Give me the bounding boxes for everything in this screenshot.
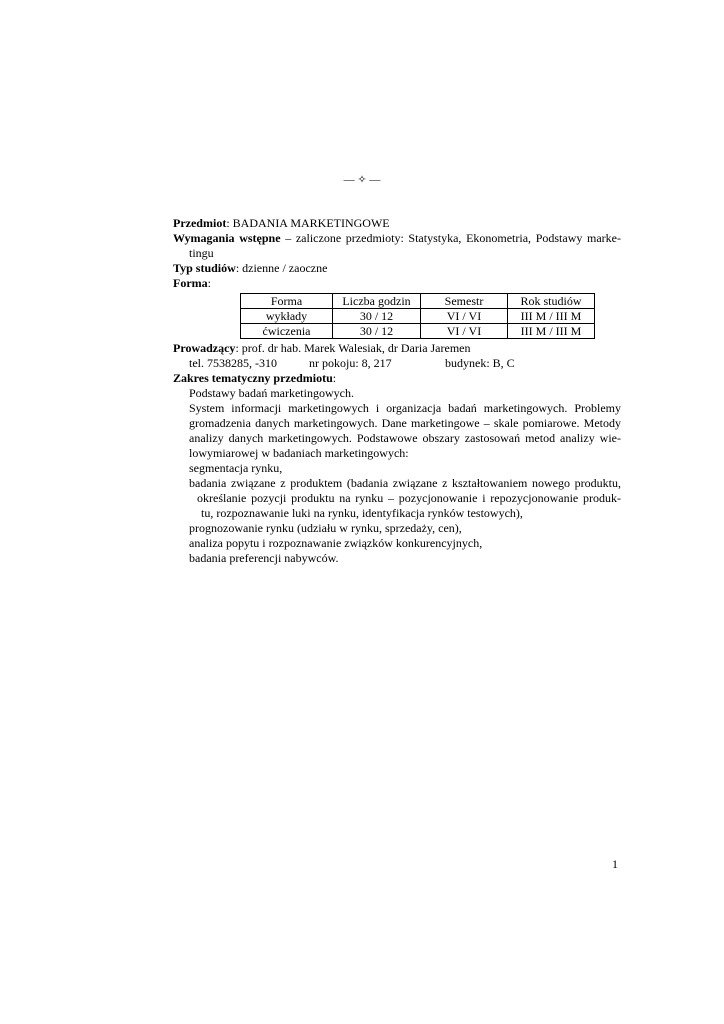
scope-colon: :	[332, 371, 337, 385]
table-cell: 30 / 12	[333, 324, 421, 339]
list-item: badania preferencji nabywców.	[189, 551, 339, 565]
lecturer-label: Prowadzący	[173, 341, 236, 355]
list-item: segmentacja rynku,	[189, 461, 283, 475]
body-line: lowymiarowej w badaniach marketingowych:	[189, 446, 409, 460]
prerequisites-line	[173, 231, 621, 246]
page-number: 1	[612, 857, 618, 871]
table-cell: III M / III M	[508, 324, 595, 339]
table-row	[241, 309, 595, 324]
lecturer-line	[173, 341, 621, 356]
study-type-value: : dzienne / zaoczne	[235, 261, 328, 275]
phone-number: tel. 7538285, -310	[189, 356, 277, 370]
subject-label: Przedmiot	[173, 216, 227, 230]
contact-line	[173, 356, 621, 371]
study-type-label: Typ studiów	[173, 261, 236, 275]
form-colon: :	[207, 276, 211, 290]
table-header-cell: Rok studiów	[508, 294, 595, 309]
body-line: analizy danych marketingowych. Podstawowe obszary zastosowań metod analizy wie-	[189, 431, 621, 445]
list-item: badania związane z produktem (badania związane z kształtowaniem nowego produktu,	[189, 476, 621, 490]
list-item-continuation: tu, rozpoznawanie luki na rynku, identyfikacja rynków testowych),	[201, 506, 523, 520]
table-cell: 30 / 12	[333, 309, 421, 324]
subject-value: : BADANIA MARKETINGOWE	[226, 216, 390, 230]
table-cell: ćwiczenia	[241, 324, 333, 339]
prerequisites-label: Wymagania wstępne	[173, 231, 281, 245]
list-item-continuation: określanie pozycji produktu na rynku – pozycjonowanie i repozycjonowanie produk-	[197, 491, 621, 505]
ornament-divider: — ✧ —	[343, 174, 381, 186]
table-header-cell: Forma	[241, 294, 333, 309]
form-label: Forma	[173, 276, 208, 290]
list-item: analiza popytu i rozpoznawanie związków konkurencyjnych,	[189, 536, 483, 550]
table-header-row	[241, 294, 595, 309]
body-line: Podstawy badań marketingowych.	[189, 386, 354, 400]
body-line: System informacji marketingowych i organizacja badań marketingowych. Problemy	[189, 401, 621, 415]
subject-line	[173, 216, 621, 231]
table-cell: wykłady	[241, 309, 333, 324]
study-type-line	[173, 261, 621, 276]
list-item: prognozowanie rynku (udziału w rynku, sprzedaży, cen),	[189, 521, 462, 535]
scope-body	[173, 386, 621, 566]
course-description	[173, 216, 621, 566]
table-header-cell: Semestr	[421, 294, 508, 309]
form-table	[240, 293, 595, 339]
body-line: gromadzenia danych marketingowych. Dane marketingowe – skale pomiarowe. Metody	[189, 416, 621, 430]
table-header-cell: Liczba godzin	[333, 294, 421, 309]
lecturer-value: : prof. dr hab. Marek Walesiak, dr Daria Jaremen	[235, 341, 471, 355]
scope-label: Zakres tematyczny przedmiotu	[173, 371, 333, 385]
prerequisites-continuation: tingu	[189, 246, 214, 260]
table-cell: VI / VI	[421, 324, 508, 339]
scope-heading	[173, 371, 621, 386]
table-row	[241, 324, 595, 339]
building: budynek: B, C	[445, 356, 515, 370]
table-cell: VI / VI	[421, 309, 508, 324]
room-number: nr pokoju: 8, 217	[309, 356, 392, 370]
form-line	[173, 276, 621, 291]
table-cell: III M / III M	[508, 309, 595, 324]
prerequisites-value: – zaliczone przedmioty: Statystyka, Ekonometria, Podstawy marke-	[280, 231, 621, 245]
